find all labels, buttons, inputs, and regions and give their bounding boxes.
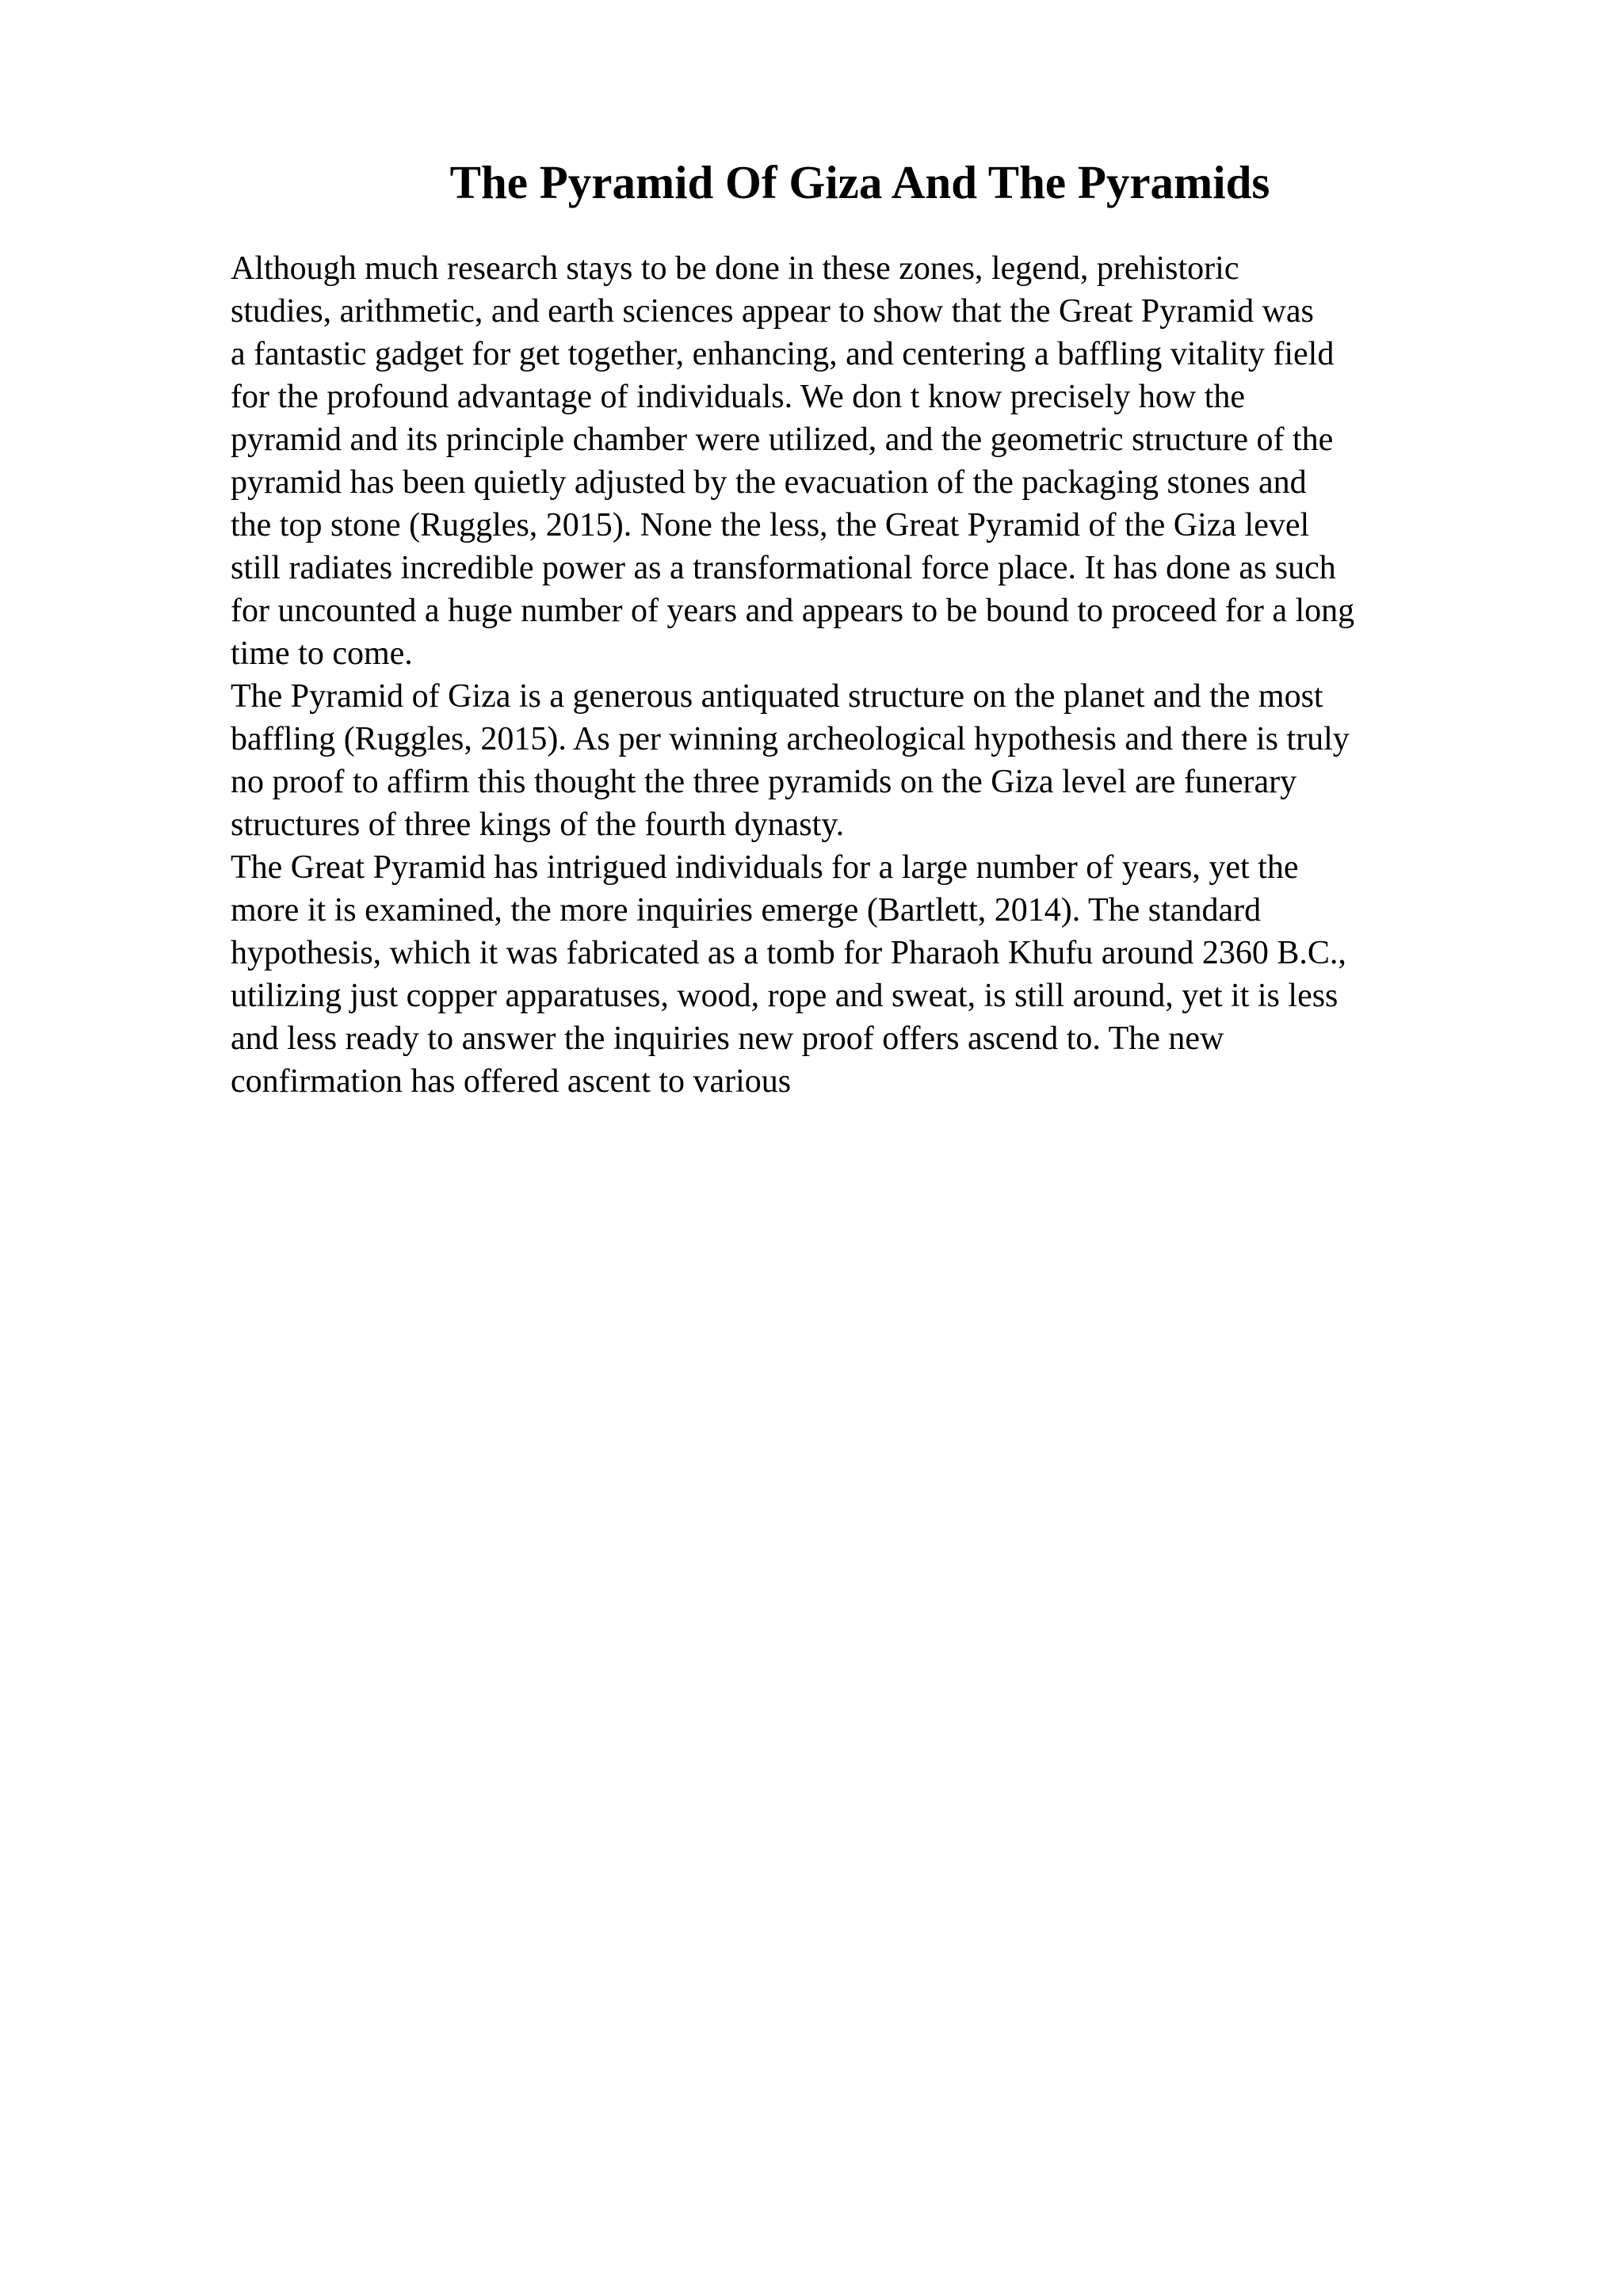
- document-title: The Pyramid Of Giza And The Pyramids: [449, 156, 1270, 208]
- body-line: for uncounted a huge number of years and appears to be bound to proceed for a long: [231, 593, 1355, 629]
- body-line: no proof to affirm this thought the three pyramids on the Giza level are funerary: [231, 764, 1297, 800]
- body-line: confirmation has offered ascent to various: [231, 1063, 792, 1100]
- body-line: studies, arithmetic, and earth sciences appear to show that the Great Pyramid was: [231, 293, 1314, 330]
- body-line: structures of three kings of the fourth dynasty.: [231, 807, 845, 843]
- document-body: [231, 247, 1499, 1103]
- body-line: baffling (Ruggles, 2015). As per winning archeological hypothesis and there is truly: [231, 721, 1350, 757]
- body-line: pyramid and its principle chamber were utilized, and the geometric structure of the: [231, 421, 1334, 458]
- body-line: still radiates incredible power as a transformational force place. It has done as such: [231, 550, 1336, 586]
- body-line: more it is examined, the more inquiries emerge (Bartlett, 2014). The standard: [231, 892, 1262, 929]
- body-line: utilizing just copper apparatuses, wood, rope and sweat, is still around, yet it is less: [231, 978, 1338, 1014]
- body-line: for the profound advantage of individuals. We don t know precisely how the: [231, 379, 1246, 415]
- body-line: pyramid has been quietly adjusted by the evacuation of the packaging stones and: [231, 464, 1307, 501]
- body-line: hypothesis, which it was fabricated as a tomb for Pharaoh Khufu around 2360 B.C.,: [231, 935, 1346, 971]
- body-line: The Great Pyramid has intrigued individuals for a large number of years, yet the: [231, 849, 1299, 886]
- body-line: Although much research stays to be done in these zones, legend, prehistoric: [231, 250, 1239, 287]
- body-line: the top stone (Ruggles, 2015). None the less, the Great Pyramid of the Giza level: [231, 507, 1310, 543]
- body-line: and less ready to answer the inquiries new proof offers ascend to. The new: [231, 1020, 1224, 1057]
- body-line: The Pyramid of Giza is a generous antiquated structure on the planet and the most: [231, 678, 1323, 715]
- body-line: a fantastic gadget for get together, enhancing, and centering a baffling vitality field: [231, 336, 1335, 372]
- body-line: time to come.: [231, 635, 413, 672]
